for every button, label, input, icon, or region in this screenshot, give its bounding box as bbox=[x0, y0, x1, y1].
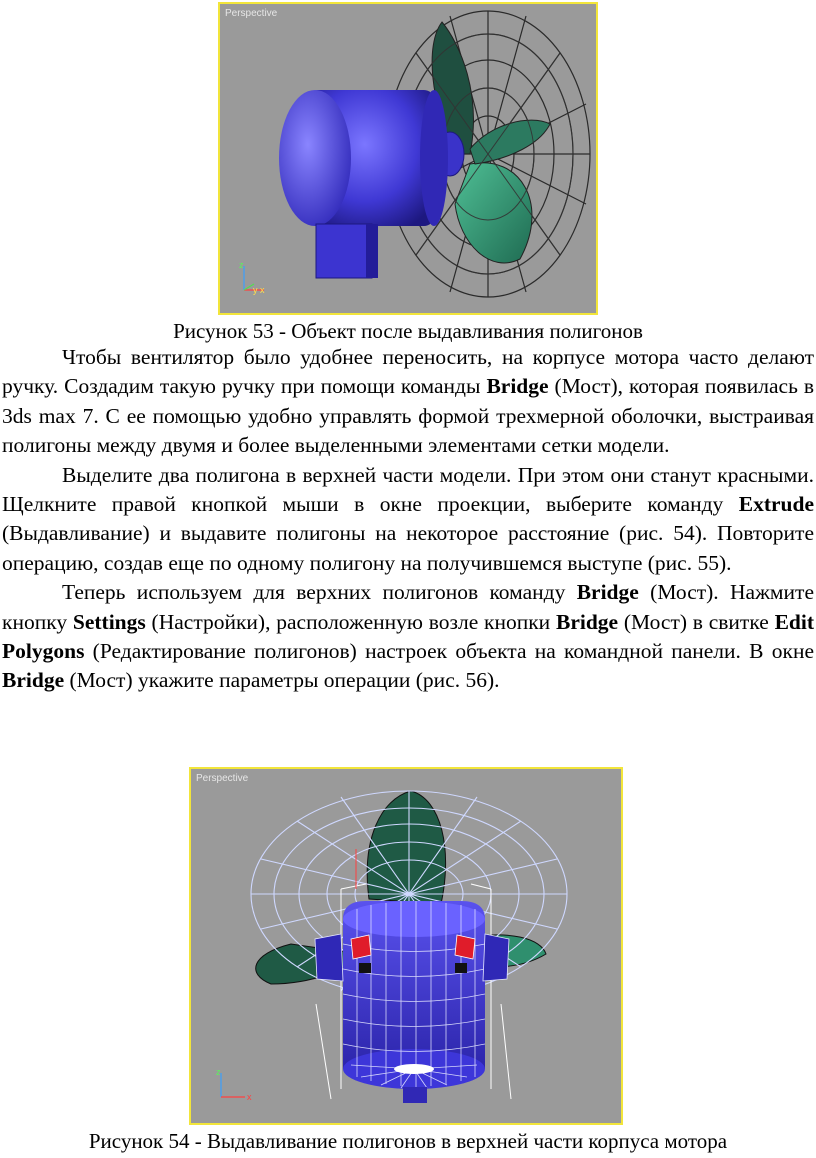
fan-render-1 bbox=[220, 4, 596, 313]
text-run: (Мост), которая появилась в 3ds max 7. С ее помощью удобно управлять формой трехмерной оболочки, выстраивая полигоны между двумя и более выделенными элементами сетки модели. bbox=[2, 374, 815, 458]
paragraph bbox=[2, 343, 814, 461]
fan-render-2 bbox=[191, 769, 621, 1123]
motor-body bbox=[279, 90, 448, 226]
text-run: (Редактирование полигонов) настроек объекта на командной панели. В окне bbox=[84, 639, 814, 664]
bold-term: Bridge bbox=[2, 668, 65, 693]
text-run: (Настройки), расположенную возле кнопки bbox=[145, 609, 556, 634]
text-run: Чтобы вентилятор было удобнее переносить, на корпусе мотора часто делают ручку. Создадим такую ручку при помощи команды bbox=[2, 345, 814, 399]
viewport-label: Perspective bbox=[196, 773, 249, 784]
text-run: (Мост) в свитке bbox=[618, 609, 775, 634]
text-run: (Мост). Нажмите кнопку bbox=[2, 580, 814, 634]
text-run: (Выдавливание) и выдавите полигоны на некоторое расстояние (рис. 54). Повторите операцию, создав еще по одному полигону на получившемся выступе (рис. 55). bbox=[2, 521, 814, 575]
axis-z-label: z bbox=[239, 260, 244, 270]
bold-term: Bridge bbox=[555, 609, 619, 634]
bold-term: Bridge bbox=[486, 374, 549, 399]
bold-term: Bridge bbox=[576, 580, 639, 605]
paragraph bbox=[2, 578, 814, 696]
figure-54-caption: Рисунок 54 - Выдавливание полигонов в верхней части корпуса мотора bbox=[88, 1129, 728, 1153]
axis-z-label: z bbox=[216, 1067, 221, 1077]
viewport-label: Perspective bbox=[225, 8, 278, 19]
axis-gizmo bbox=[221, 1073, 245, 1097]
motor-stand bbox=[316, 224, 372, 278]
bold-term: Edit Polygons bbox=[2, 609, 814, 664]
fan-blade bbox=[470, 120, 550, 164]
figure-53-viewport bbox=[218, 2, 598, 315]
axis-x-label: x bbox=[247, 1092, 252, 1102]
text-run: Теперь используем для верхних полигонов команду bbox=[62, 580, 577, 605]
figure-53-caption: Рисунок 53 - Объект после выдавливания полигонов bbox=[173, 319, 643, 343]
text-run: (Мост) укажите параметры операции (рис. 56). bbox=[64, 668, 500, 693]
text-run: Выделите два полигона в верхней части модели. При этом они станут красными. Щелкните правой кнопкой мыши в окне проекции, выберите команду bbox=[2, 462, 814, 517]
figure-54-viewport bbox=[189, 767, 623, 1125]
bold-term: Extrude bbox=[738, 492, 814, 517]
body-text bbox=[2, 343, 814, 696]
bold-term: Settings bbox=[72, 609, 146, 634]
paragraph bbox=[2, 461, 814, 579]
axis-xy-label: y x bbox=[253, 285, 265, 295]
motor-body bbox=[343, 901, 485, 1089]
